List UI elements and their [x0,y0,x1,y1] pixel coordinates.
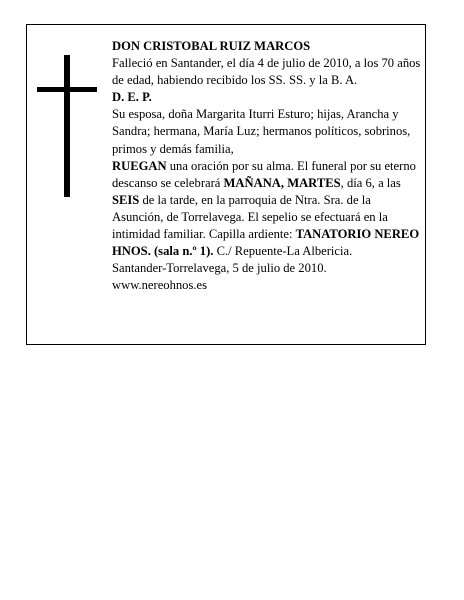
chapel-name: TANATORIO NEREO HNOS. (sala n.º 1). [112,227,420,259]
rip-line: D. E. P. [112,90,152,105]
chapel-address: C./ Repuente-La Albericia. [213,244,353,259]
cross-icon [37,55,97,197]
deceased-name: DON CRISTOBAL RUIZ MARCOS [112,39,311,53]
funeral-place-text: de la tarde, en la parroquia de Ntra. Sra. de la Asunción, de Torrelavega. El sepelio se efectuará en la intimidad familiar. Capilla ardiente: [112,192,388,242]
website-link[interactable]: www.nereohnos.es [112,278,208,293]
cross-horizontal-bar [37,87,97,92]
funeral-time: SEIS [112,192,140,207]
obituary-text [112,38,422,294]
funeral-day: MAÑANA, MARTES [223,175,341,190]
death-line-1: Falleció en Santander, el día 4 de julio de 2010, a los 70 años [112,56,421,71]
request-bold: RUEGAN [112,158,167,173]
funeral-paragraph [112,158,422,261]
family-paragraph: Su esposa, doña Margarita Iturri Esturo; hijas, Arancha y Sandra; hermana, María Luz; hermanos políticos, sobrinos, primos y demás familia, [112,107,411,156]
obituary-notice [26,24,426,345]
funeral-date-text: , día 6, a las [340,175,401,190]
request-text: una oración por su alma. El funeral por su eterno descanso se celebrará [112,158,416,190]
cross-vertical-bar [64,55,70,197]
place-date: Santander-Torrelavega, 5 de julio de 2010. [112,261,327,276]
death-line-2: de edad, habiendo recibido los SS. SS. y la B. A. [112,73,358,88]
